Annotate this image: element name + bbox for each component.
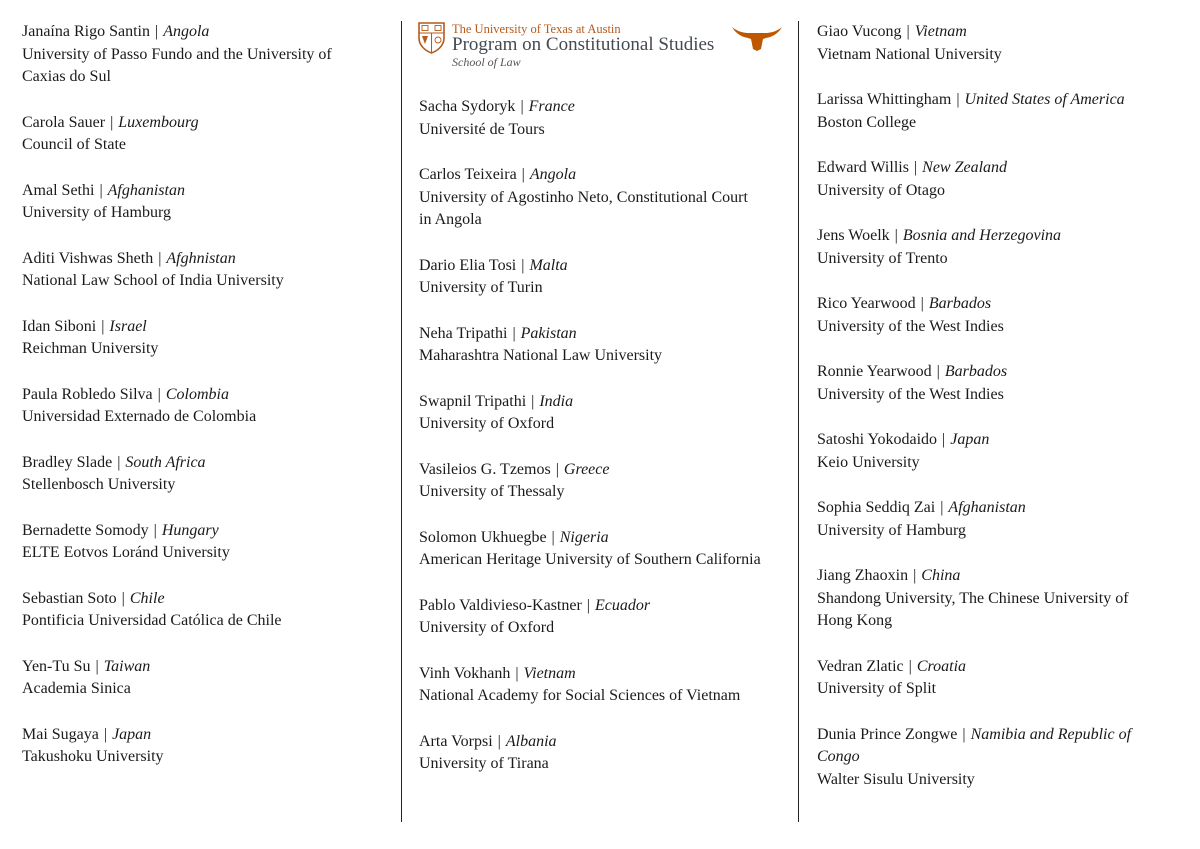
- participant-heading: Vasileios G. Tzemos | Greece: [419, 460, 610, 478]
- participant-name: Pablo Valdivieso-Kastner: [419, 596, 582, 614]
- participant-affiliation: University of Otago: [817, 181, 945, 199]
- participant-affiliation: Pontificia Universidad Católica de Chile: [22, 612, 282, 630]
- participant-heading: Ronnie Yearwood | Barbados: [817, 363, 1008, 380]
- participant-entry: [817, 361, 1179, 406]
- participant-affiliation: University of Agostinho Neto, Constitutional Court: [419, 188, 748, 206]
- participant-country: India: [539, 392, 574, 410]
- participant-heading: Carlos Teixeira | Angola: [419, 166, 577, 183]
- participant-country: China: [921, 567, 961, 584]
- participant-entry: [22, 112, 383, 157]
- participant-affiliation: Reichman University: [22, 340, 159, 358]
- participant-country-cont: Congo: [817, 748, 860, 766]
- participant-affiliation: University of Thessaly: [419, 483, 565, 501]
- participant-affiliation: Shandong University, The Chinese University of: [817, 589, 1129, 607]
- participant-country: Taiwan: [103, 657, 151, 675]
- participant-affiliation: National Law School of India University: [22, 272, 284, 290]
- participant-entry: [22, 452, 383, 497]
- participant-country: South Africa: [125, 453, 206, 471]
- participant-heading: Bernadette Somody | Hungary: [22, 521, 219, 539]
- participant-country: New Zealand: [922, 159, 1008, 176]
- participants-column-3: [817, 21, 1179, 814]
- participant-heading: Idan Siboni | Israel: [22, 317, 147, 335]
- participant-entry: [817, 656, 1179, 701]
- participant-affiliation: University of the West Indies: [817, 385, 1004, 403]
- participant-entry: [817, 293, 1179, 338]
- participant-name: Bradley Slade: [22, 453, 113, 471]
- participant-heading: Janaína Rigo Santin | Angola: [22, 23, 210, 40]
- participant-country: Afghanistan: [107, 181, 185, 199]
- participant-entry: [419, 459, 781, 504]
- participant-entry: [817, 225, 1179, 270]
- participant-entry: [22, 588, 383, 633]
- participant-entry: [22, 656, 383, 701]
- program-logo: [418, 19, 788, 69]
- participant-country: Namibia and Republic of: [970, 725, 1132, 743]
- participant-heading: Edward Willis | New Zealand: [817, 159, 1008, 176]
- participant-name: Sophia Seddiq Zai: [817, 499, 936, 516]
- participant-entry: [419, 323, 781, 368]
- participant-affiliation: University of Turin: [419, 279, 543, 297]
- participant-heading: Solomon Ukhuegbe | Nigeria: [419, 528, 609, 546]
- participant-name: Solomon Ukhuegbe: [419, 528, 547, 546]
- participant-entry: [419, 731, 781, 776]
- participant-affiliation: Walter Sisulu University: [817, 771, 975, 789]
- participant-name: Jiang Zhaoxin: [817, 567, 909, 584]
- participant-country: Croatia: [916, 657, 967, 675]
- participant-heading: Aditi Vishwas Sheth | Afghnistan: [22, 249, 236, 267]
- participant-affiliation: ELTE Eotvos Loránd University: [22, 544, 230, 562]
- participant-heading: Sophia Seddiq Zai | Afghanistan: [817, 499, 1026, 516]
- participant-country: France: [528, 98, 575, 115]
- participant-country: Luxembourg: [118, 113, 199, 131]
- participant-heading: Giao Vucong | Vietnam: [817, 23, 967, 40]
- university-name: The University of Texas at Austin: [452, 22, 621, 36]
- participant-country: United States of America: [964, 91, 1125, 108]
- participant-heading: Vinh Vokhanh | Vietnam: [419, 664, 576, 682]
- participant-heading: Pablo Valdivieso-Kastner | Ecuador: [419, 596, 651, 614]
- participant-country: Ecuador: [595, 596, 651, 614]
- participant-heading: Bradley Slade | South Africa: [22, 453, 206, 471]
- participant-affiliation: University of Trento: [817, 249, 948, 267]
- column-divider: [401, 21, 402, 822]
- participant-heading: Dario Elia Tosi | Malta: [419, 256, 568, 274]
- participant-entry: [419, 255, 781, 300]
- participant-name: Vasileios G. Tzemos: [419, 460, 551, 478]
- participant-country: Vietnam: [914, 23, 967, 40]
- participant-entry: [419, 391, 781, 436]
- participant-entry: [22, 520, 383, 565]
- participant-name: Carlos Teixeira: [419, 166, 517, 183]
- participant-name: Mai Sugaya: [22, 725, 99, 743]
- participant-entry: [419, 96, 781, 141]
- participant-entry: [817, 497, 1179, 542]
- participant-heading: Rico Yearwood | Barbados: [817, 295, 992, 312]
- participant-country: Afghnistan: [166, 249, 236, 267]
- participant-name: Vinh Vokhanh: [419, 664, 511, 682]
- participant-name: Sebastian Soto: [22, 589, 117, 607]
- participant-entry: [817, 89, 1179, 134]
- participant-heading: Dunia Prince Zongwe | Namibia and Republic of: [817, 725, 1132, 743]
- participant-affiliation: University of Tirana: [419, 755, 549, 773]
- participant-country: Barbados: [928, 295, 992, 312]
- participant-name: Satoshi Yokodaido: [817, 431, 938, 448]
- participant-affiliation: Universidad Externado de Colombia: [22, 408, 257, 426]
- participant-heading: Mai Sugaya | Japan: [22, 725, 152, 743]
- participant-affiliation: University of Hamburg: [22, 204, 172, 222]
- participant-entry: [419, 663, 781, 708]
- participant-affiliation: University of Hamburg: [817, 521, 967, 539]
- participant-heading: Amal Sethi | Afghanistan: [22, 181, 185, 199]
- participant-heading: Neha Tripathi | Pakistan: [419, 324, 577, 342]
- participant-entry: [817, 429, 1179, 474]
- participant-name: Arta Vorpsi: [419, 732, 493, 750]
- participant-name: Neha Tripathi: [419, 324, 508, 342]
- participant-name: Giao Vucong: [817, 23, 902, 40]
- participant-country: Pakistan: [520, 324, 577, 342]
- participant-entry: [817, 21, 1179, 66]
- participant-name: Carola Sauer: [22, 113, 106, 131]
- participant-name: Idan Siboni: [22, 317, 97, 335]
- participant-heading: Jiang Zhaoxin | China: [817, 567, 961, 584]
- participant-name: Vedran Zlatic: [817, 657, 904, 675]
- participant-affiliation: Academia Sinica: [22, 680, 131, 698]
- participant-entry: [22, 180, 383, 225]
- participant-affiliation: Université de Tours: [419, 120, 545, 138]
- participant-name: Edward Willis: [817, 159, 909, 176]
- participant-heading: Sacha Sydoryk | France: [419, 98, 575, 115]
- participant-entry: [22, 21, 383, 89]
- participant-affiliation: Vietnam National University: [817, 45, 1002, 63]
- participant-country: Nigeria: [559, 528, 609, 546]
- participant-affiliation: University of Oxford: [419, 619, 555, 637]
- participant-country: Japan: [112, 725, 152, 743]
- participant-entry: [22, 248, 383, 293]
- participant-heading: Vedran Zlatic | Croatia: [817, 657, 967, 675]
- participant-affiliation-cont: Caxias do Sul: [22, 68, 111, 86]
- participant-heading: Paula Robledo Silva | Colombia: [22, 385, 229, 403]
- participant-affiliation: Maharashtra National Law University: [419, 347, 663, 365]
- participant-name: Larissa Whittingham: [817, 91, 952, 108]
- participant-affiliation: American Heritage University of Southern California: [419, 551, 761, 569]
- participant-affiliation: Keio University: [817, 453, 920, 471]
- participant-heading: Sebastian Soto | Chile: [22, 589, 165, 607]
- participant-country: Albania: [505, 732, 557, 750]
- participant-country: Vietnam: [523, 664, 576, 682]
- participant-affiliation: University of the West Indies: [817, 317, 1004, 335]
- participants-column-2: [419, 96, 781, 799]
- longhorn-logo-icon: [732, 25, 782, 51]
- participant-name: Swapnil Tripathi: [419, 392, 527, 410]
- participant-name: Dario Elia Tosi: [419, 256, 517, 274]
- participant-name: Bernadette Somody: [22, 521, 149, 539]
- participant-country: Chile: [129, 589, 165, 607]
- participant-heading: Carola Sauer | Luxembourg: [22, 113, 199, 131]
- participant-entry: [419, 164, 781, 232]
- participant-name: Jens Woelk: [817, 227, 890, 244]
- participant-country: Angola: [163, 23, 210, 40]
- participant-country: Barbados: [944, 363, 1008, 380]
- participants-column-1: [22, 21, 383, 792]
- participant-country: Bosnia and Herzegovina: [902, 227, 1062, 244]
- participant-affiliation: National Academy for Social Sciences of Vietnam: [419, 687, 741, 705]
- participant-affiliation: University of Passo Fundo and the University of: [22, 45, 332, 63]
- participant-heading: Arta Vorpsi | Albania: [419, 732, 557, 750]
- participant-name: Amal Sethi: [22, 181, 95, 199]
- participant-entry: [817, 724, 1179, 792]
- participant-heading: Yen-Tu Su | Taiwan: [22, 657, 151, 675]
- participant-name: Ronnie Yearwood: [817, 363, 932, 380]
- program-name: Program on Constitutional Studies: [452, 34, 715, 55]
- participant-country: Angola: [529, 166, 577, 183]
- university-shield-icon: [418, 22, 445, 54]
- participant-name: Yen-Tu Su: [22, 657, 91, 675]
- participant-affiliation: Takushoku University: [22, 748, 164, 766]
- participant-country: Hungary: [161, 521, 219, 539]
- participant-name: Paula Robledo Silva: [22, 385, 153, 403]
- participant-affiliation: University of Oxford: [419, 415, 555, 433]
- school-name: School of Law: [452, 55, 521, 69]
- participant-entry: [22, 384, 383, 429]
- participant-entry: [22, 724, 383, 769]
- participant-affiliation: Boston College: [817, 113, 917, 131]
- participant-country: Malta: [529, 256, 568, 274]
- participant-country: Afghanistan: [948, 499, 1026, 516]
- participant-entry: [817, 157, 1179, 202]
- participant-affiliation-cont: in Angola: [419, 211, 482, 229]
- participant-entry: [419, 527, 781, 572]
- participant-country: Colombia: [165, 385, 229, 403]
- participant-affiliation: Council of State: [22, 136, 126, 154]
- participant-affiliation: Stellenbosch University: [22, 476, 176, 494]
- column-divider: [798, 21, 799, 822]
- participant-affiliation: University of Split: [817, 680, 937, 698]
- participant-heading: Satoshi Yokodaido | Japan: [817, 431, 990, 448]
- participant-entry: [22, 316, 383, 361]
- participant-affiliation-cont: Hong Kong: [817, 612, 893, 630]
- participant-heading: Swapnil Tripathi | India: [419, 392, 574, 410]
- participant-heading: Larissa Whittingham | United States of America: [817, 91, 1125, 108]
- participant-country: Japan: [950, 431, 990, 448]
- participant-name: Aditi Vishwas Sheth: [22, 249, 154, 267]
- participant-heading: Jens Woelk | Bosnia and Herzegovina: [817, 227, 1062, 244]
- participant-country: Greece: [563, 460, 610, 478]
- participant-name: Sacha Sydoryk: [419, 98, 516, 115]
- participant-entry: [419, 595, 781, 640]
- participant-country: Israel: [109, 317, 147, 335]
- participant-entry: [817, 565, 1179, 633]
- participant-name: Janaína Rigo Santin: [22, 23, 150, 40]
- participant-name: Dunia Prince Zongwe: [817, 725, 958, 743]
- participant-name: Rico Yearwood: [817, 295, 916, 312]
